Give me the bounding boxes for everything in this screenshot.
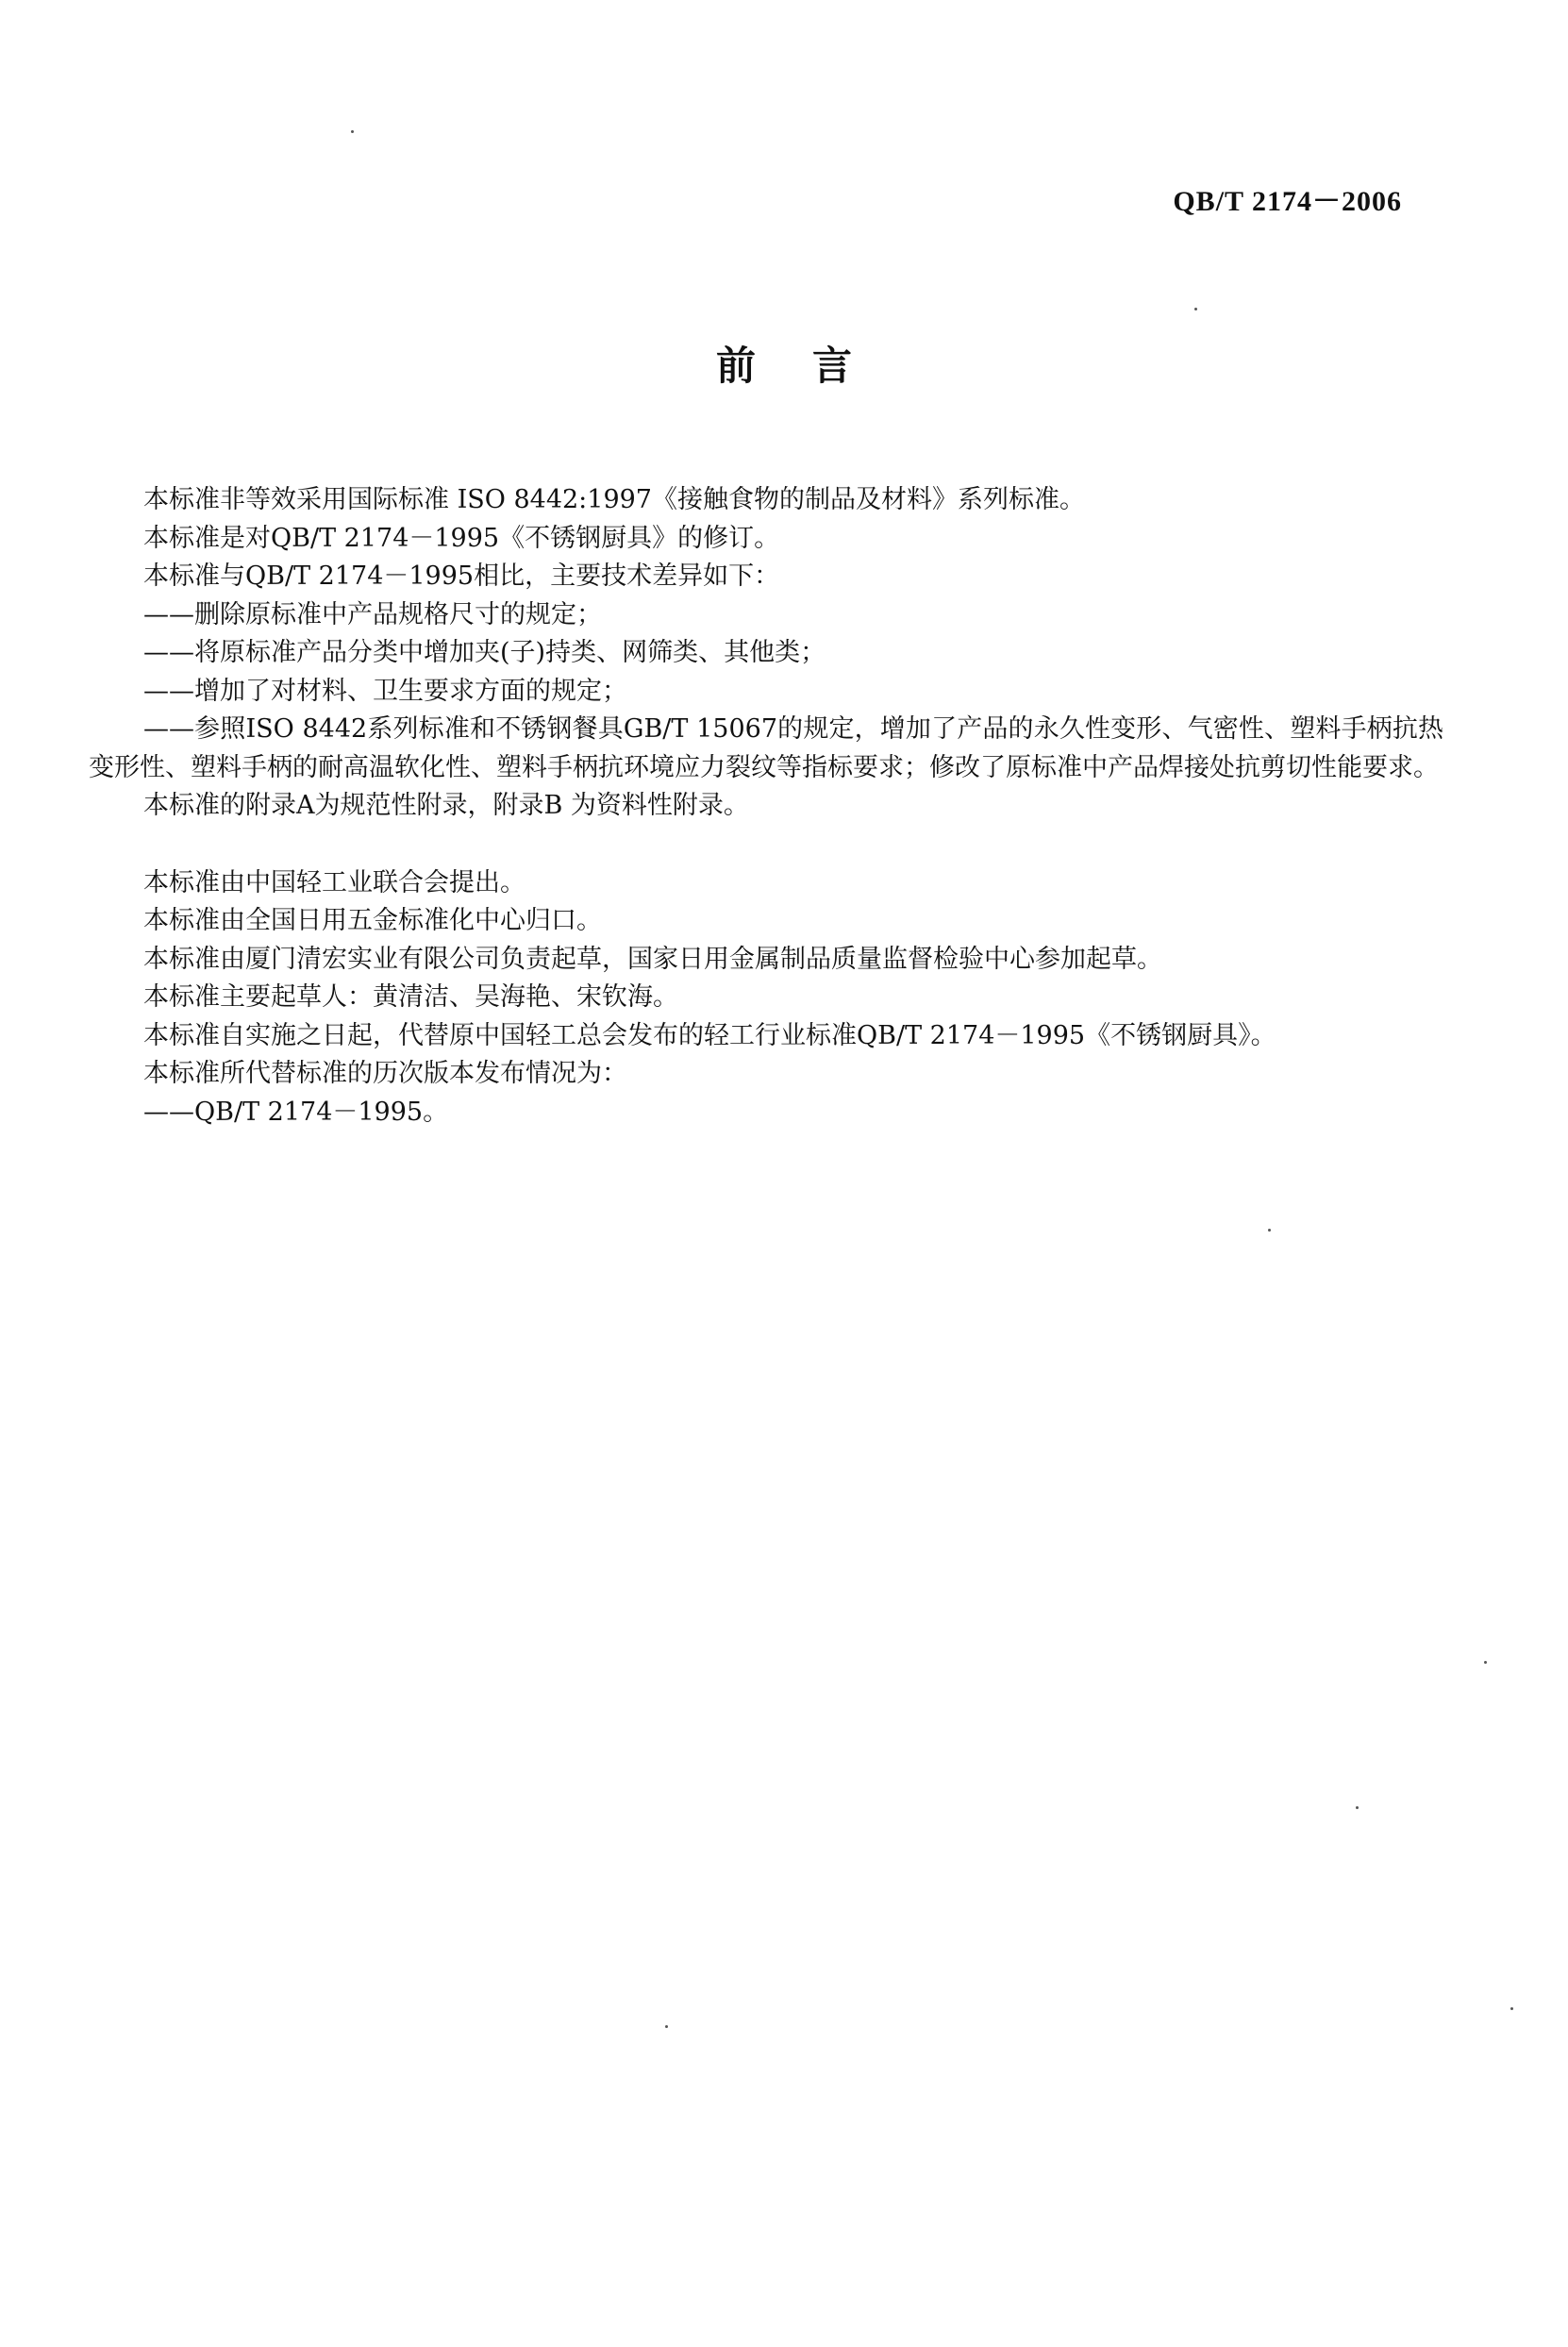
paragraph-difference-item-1: ——删除原标准中产品规格尺寸的规定； bbox=[143, 599, 602, 629]
paragraph-proposer: 本标准由中国轻工业联合会提出。 bbox=[143, 867, 525, 897]
section-gap bbox=[89, 826, 1443, 864]
paragraph-adoption: 本标准非等效采用国际标准 ISO 8442:1997《接触食物的制品及材料》系列标准。 bbox=[143, 485, 1085, 514]
paragraph-replacement: 本标准自实施之日起，代替原中国轻工总会发布的轻工行业标准QB/T 2174－1995《不锈钢厨具》。 bbox=[143, 1020, 1276, 1050]
paragraph-history-item: ——QB/T 2174－1995。 bbox=[143, 1097, 449, 1127]
paragraph-difference-item-3: ——增加了对材料、卫生要求方面的规定； bbox=[143, 676, 627, 706]
scan-speck bbox=[1194, 308, 1197, 310]
standard-code: QB/T 2174－2006 bbox=[1173, 186, 1402, 217]
paragraph-centralized: 本标准由全国日用五金标准化中心归口。 bbox=[143, 906, 602, 935]
paragraph-history-intro: 本标准所代替标准的历次版本发布情况为： bbox=[143, 1059, 627, 1088]
scan-speck bbox=[1484, 1661, 1487, 1664]
foreword-body bbox=[89, 481, 1443, 1132]
page-title: 前言 bbox=[715, 343, 909, 389]
scan-speck bbox=[1356, 1806, 1359, 1809]
paragraph-drafters-people: 本标准主要起草人：黄清洁、吴海艳、宋钦海。 bbox=[143, 982, 678, 1012]
paragraph-difference-item-2: ——将原标准产品分类中增加夹(子)持类、网筛类、其他类； bbox=[143, 638, 826, 667]
scan-speck bbox=[1510, 2007, 1513, 2010]
scan-speck bbox=[1268, 1229, 1271, 1232]
scan-speck bbox=[351, 130, 354, 133]
scan-speck bbox=[665, 2025, 668, 2028]
paragraph-appendix: 本标准的附录A为规范性附录，附录B 为资料性附录。 bbox=[143, 791, 749, 820]
paragraph-differences-intro: 本标准与QB/T 2174－1995相比，主要技术差异如下： bbox=[143, 562, 780, 591]
paragraph-revision: 本标准是对QB/T 2174－1995《不锈钢厨具》的修订。 bbox=[143, 523, 780, 553]
paragraph-difference-item-4: ——参照ISO 8442系列标准和不锈钢餐具GB/T 15067的规定，增加了产品的永久性变形、气密性、塑料手柄抗热变形性、塑料手柄的耐高温软化性、塑料手柄抗环境应力裂纹等指标要求；修改了原标准中产品焊接处抗剪切性能要求。 bbox=[89, 714, 1443, 782]
paragraph-drafters-org: 本标准由厦门清宏实业有限公司负责起草，国家日用金属制品质量监督检验中心参加起草。 bbox=[143, 944, 1162, 974]
